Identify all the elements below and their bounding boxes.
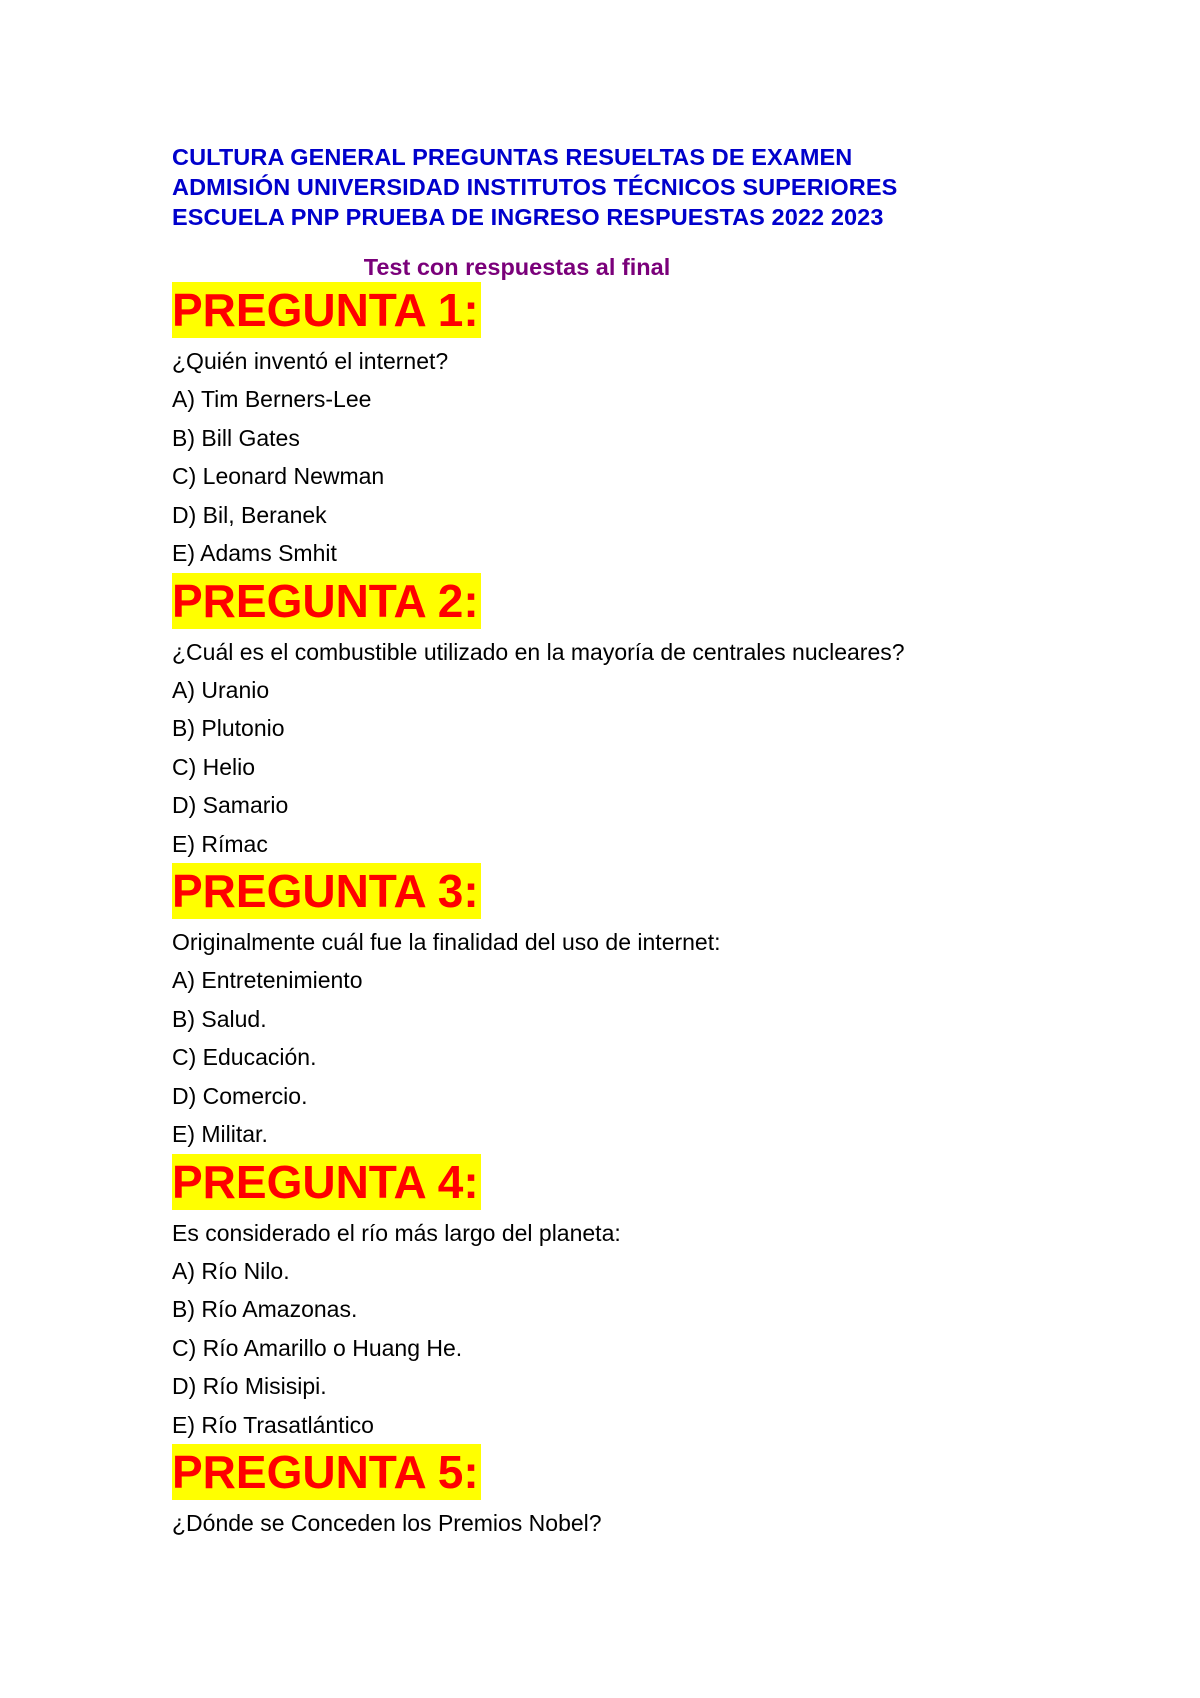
question-heading: PREGUNTA 5: [172, 1446, 479, 1498]
question-5 [172, 1444, 1032, 1542]
document-page [172, 142, 1032, 1542]
option-e: E) Rímac [172, 830, 268, 857]
question-heading: PREGUNTA 1: [172, 284, 479, 336]
question-text: ¿Quién inventó el internet? [172, 348, 449, 374]
option-a: A) Entretenimiento [172, 967, 363, 993]
option-b: B) Río Amazonas. [172, 1296, 358, 1322]
question-2 [172, 573, 1032, 864]
option-d: D) Comercio. [172, 1082, 308, 1109]
option-b: B) Bill Gates [172, 424, 300, 451]
option-a: A) Río Nilo. [172, 1257, 290, 1284]
question-heading: PREGUNTA 4: [172, 1155, 479, 1208]
option-b: B) Salud. [172, 1005, 267, 1032]
option-c: C) Río Amarillo o Huang He. [172, 1334, 463, 1361]
title-line-1: CULTURA GENERAL PREGUNTAS RESUELTAS DE EXAMEN [172, 144, 853, 170]
option-d: D) Bil, Beranek [172, 501, 327, 528]
question-text: Es considerado el río más largo del planeta: [172, 1219, 621, 1246]
option-c: C) Educación. [172, 1044, 317, 1070]
option-c: C) Leonard Newman [172, 463, 385, 489]
question-4 [172, 1154, 1032, 1445]
question-1 [172, 282, 1032, 573]
question-heading: PREGUNTA 3: [172, 865, 479, 917]
question-text: ¿Dónde se Conceden los Premios Nobel? [172, 1510, 602, 1536]
option-d: D) Río Misisipi. [172, 1373, 327, 1399]
question-text: ¿Cuál es el combustible utilizado en la mayoría de centrales nucleares? [172, 638, 905, 665]
document-subtitle: Test con respuestas al final [363, 254, 671, 280]
option-b: B) Plutonio [172, 715, 285, 741]
option-e: E) Adams Smhit [172, 540, 337, 566]
question-text: Originalmente cuál fue la finalidad del uso de internet: [172, 929, 721, 955]
title-line-3: ESCUELA PNP PRUEBA DE INGRESO RESPUESTAS 2022 2023 [172, 204, 884, 230]
option-d: D) Samario [172, 792, 289, 818]
option-a: A) Tim Berners-Lee [172, 386, 372, 412]
option-c: C) Helio [172, 753, 256, 780]
question-3 [172, 863, 1032, 1154]
option-e: E) Militar. [172, 1121, 268, 1147]
option-a: A) Uranio [172, 676, 270, 703]
option-e: E) Río Trasatlántico [172, 1411, 374, 1438]
questions-list [172, 282, 1032, 1542]
question-heading: PREGUNTA 2: [172, 574, 479, 627]
title-line-2: ADMISIÓN UNIVERSIDAD INSTITUTOS TÉCNICOS SUPERIORES [172, 174, 898, 200]
document-title [172, 142, 1032, 232]
